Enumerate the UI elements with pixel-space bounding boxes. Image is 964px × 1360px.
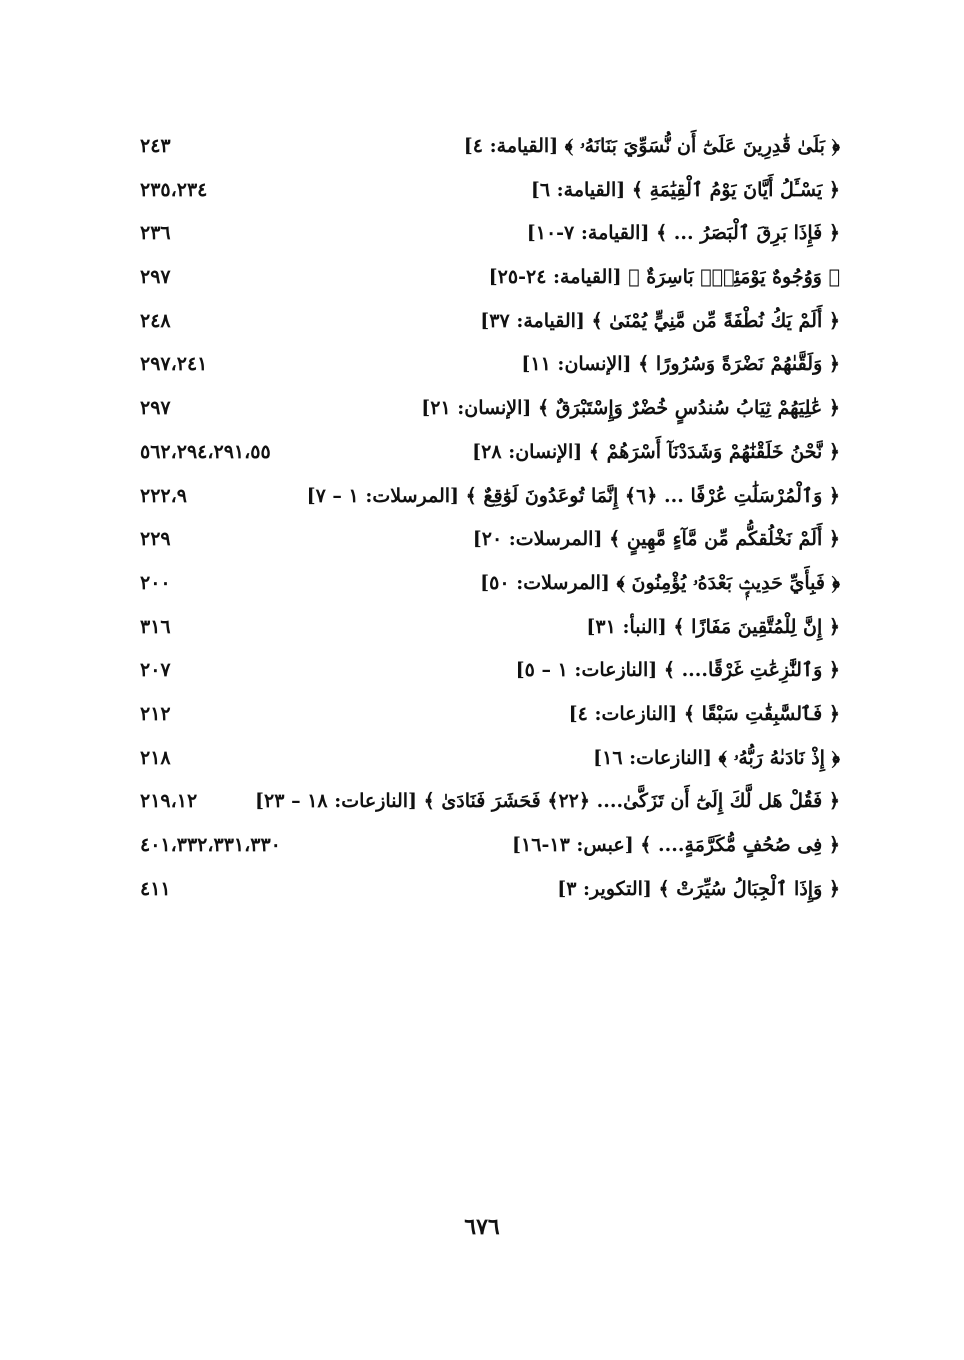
index-entry	[140, 344, 840, 388]
verse-reference: ﴿ وَٱلنَّٰزِعَٰتِ غَرْقًا.... ﴾ [النازعات: ١ – ٥]	[515, 659, 840, 682]
page-references: ٢٩٧	[140, 397, 171, 420]
index-entry	[140, 476, 840, 520]
verse-reference: ﴿ فَقُلْ هَل لَّكَ إِلَىٰٓ أَن تَزَكَّىٰ.... ﴿٢٢﴾ فَحَشَرَ فَنَادَىٰ ﴾ [النازعات: ١٨ – ٢٣]	[255, 790, 840, 813]
page-references: ٢١٢	[140, 702, 171, 725]
page-references: ٣١٦	[140, 615, 171, 638]
verse-reference: ﴿ وَٱلْمُرْسَلَٰتِ عُرْفًا ... ﴿٦﴾ إِنَّمَا تُوعَدُونَ لَوَٰقِعٌ ﴾ [المرسلات: ١ – ٧]	[306, 484, 840, 507]
page-references: ٢٩٧،٢٤١	[140, 353, 208, 376]
index-entry	[140, 738, 840, 782]
verse-reference: ﴿ أَلَمْ نَخْلُقكُّم مِّن مَّآءٍ مَّهِينٍ ﴾ [المرسلات: ٢٠]	[472, 528, 840, 551]
page-references: ٢١٩،١٢	[140, 790, 198, 813]
page-number: ٦٧٦	[464, 1214, 500, 1240]
index-entry	[140, 213, 840, 257]
verse-reference: ﴿ عَٰلِيَهُمْ ثِيَابُ سُندُسٍ خُضْرٌ وَإِسْتَبْرَقٌ ﴾ [الإنسان: ٢١]	[421, 397, 840, 420]
verse-reference: ﴿ إِذْ نَادَىٰهُ رَبُّهُۥ ﴾ [النازعات: ١٦]	[593, 746, 840, 769]
verse-reference: ﴿ فَإِذَا بَرِقَ ٱلْبَصَرُ ... ﴾ [القيامة: ٧-١٠]	[526, 222, 840, 245]
page-references: ٢٢٩	[140, 528, 171, 551]
index-entry	[140, 650, 840, 694]
page-references: ٤١١	[140, 877, 171, 900]
index-entry	[140, 388, 840, 432]
verse-reference: ﴿ أَلَمْ يَكُ نُطْفَةً مِّن مَّنِيٍّ يُمْنَىٰ ﴾ [القيامة: ٣٧]	[480, 309, 840, 332]
verse-reference: ﴿ فِى صُحُفٍ مُّكَرَّمَةٍ.... ﴾ [عبس: ١٣-١٦]	[512, 834, 840, 856]
verse-reference: ﴿ إِنَّ لِلْمُتَّقِينَ مَفَازًا ﴾ [النبأ: ٣١]	[586, 615, 840, 638]
verse-reference: ﴿ فَبِأَيِّ حَدِيثٍۭ بَعْدَهُۥ يُؤْمِنُونَ ﴾ [المرسلات: ٥٠]	[480, 571, 840, 594]
index-entry	[140, 432, 840, 476]
verse-reference: ﴿ نَّحْنُ خَلَقْنَٰهُمْ وَشَدَدْنَآ أَسْرَهُمْ ﴾ [الإنسان: ٢٨]	[472, 440, 840, 463]
page-references: ٢٤٣	[140, 135, 171, 157]
index-entry	[140, 257, 840, 301]
page-references: ٢٣٦	[140, 222, 171, 245]
page-references: ٢٩٧	[140, 266, 171, 289]
index-entry	[140, 519, 840, 563]
index-entry	[140, 301, 840, 345]
index-entry	[140, 126, 840, 170]
page-references: ٢٢٢،٩	[140, 484, 187, 507]
verse-reference: ﴿ وَوُجُوهٌ يَوْمَئِذٍۭ بَاسِرَةٌ ﴾ [القيامة: ٢٤-٢٥]	[488, 266, 840, 289]
verse-index-list	[140, 126, 840, 912]
page-references: ٢٣٥،٢٣٤	[140, 178, 208, 201]
verse-reference: ﴿ فَٱلسَّٰبِقَٰتِ سَبْقًا ﴾ [النازعات: ٤]	[568, 702, 840, 725]
page-references: ٢٠٠	[140, 571, 171, 594]
verse-reference: ﴿ يَسْـَٔلُ أَيَّانَ يَوْمُ ٱلْقِيَٰمَةِ ﴾ [القيامة: ٦]	[530, 178, 840, 201]
verse-reference: ﴿ بَلَىٰ قَٰدِرِينَ عَلَىٰٓ أَن نُّسَوِّيَ بَنَانَهُۥ ﴾ [القيامة: ٤]	[463, 135, 840, 157]
verse-reference: ﴿ وَإِذَا ٱلْجِبَالُ سُيِّرَتْ ﴾ [التكوير: ٣]	[557, 877, 840, 900]
page-references: ٥٦٢،٢٩٤،٢٩١،٥٥	[140, 440, 271, 463]
page-references: ٤٠١،٣٣٢،٣٣١،٣٣٠	[140, 834, 281, 856]
index-entry	[140, 825, 840, 869]
index-entry	[140, 563, 840, 607]
page-references: ٢٠٧	[140, 659, 171, 682]
index-entry	[140, 170, 840, 214]
verse-reference: ﴿ وَلَقَّىٰهُمْ نَضْرَةً وَسُرُورًا ﴾ [الإنسان: ١١]	[521, 353, 840, 376]
index-entry	[140, 869, 840, 913]
index-entry	[140, 781, 840, 825]
page-references: ٢١٨	[140, 746, 171, 769]
index-entry	[140, 607, 840, 651]
index-entry	[140, 694, 840, 738]
page-references: ٢٤٨	[140, 309, 171, 332]
